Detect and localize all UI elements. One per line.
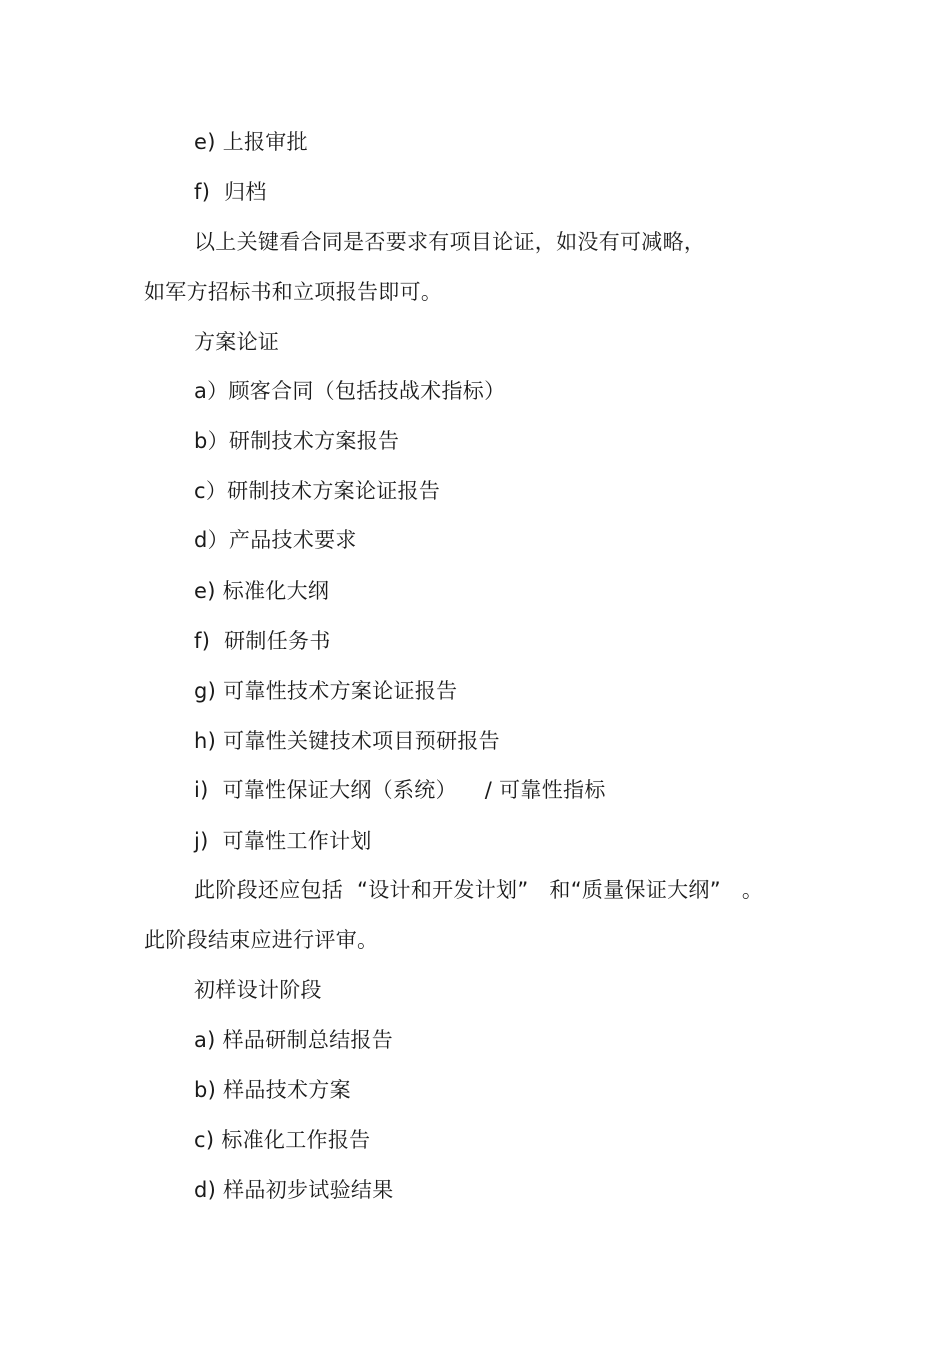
list-item: d）产品技术要求 — [194, 528, 357, 552]
list-item: c) 标准化工作报告 — [194, 1128, 371, 1152]
list-item: c）研制技术方案论证报告 — [194, 479, 441, 503]
list-item-archive: f) 归档 — [194, 180, 267, 204]
list-item: f) 研制任务书 — [194, 629, 331, 653]
list-item: d) 样品初步试验结果 — [194, 1178, 394, 1202]
list-item: b) 样品技术方案 — [194, 1078, 351, 1102]
list-item: a) 样品研制总结报告 — [194, 1028, 394, 1052]
section-heading-scheme-demonstration: 方案论证 — [194, 330, 280, 354]
list-item: e) 标准化大纲 — [194, 579, 330, 603]
paragraph-line: 此阶段还应包括 “设计和开发计划” 和“质量保证大纲” 。 — [194, 878, 764, 902]
list-item: h) 可靠性关键技术项目预研报告 — [194, 729, 500, 753]
section-heading-preliminary-design: 初样设计阶段 — [194, 978, 322, 1002]
list-item: b）研制技术方案报告 — [194, 429, 400, 453]
paragraph-line: 如军方招标书和立项报告即可。 — [144, 280, 443, 304]
list-item: g) 可靠性技术方案论证报告 — [194, 679, 458, 703]
paragraph-line: 以上关键看合同是否要求有项目论证，如没有可减略， — [194, 230, 706, 254]
list-item: j) 可靠性工作计划 — [194, 829, 372, 853]
list-item-submit-approval: e) 上报审批 — [194, 130, 308, 154]
list-item: a）顾客合同（包括技战术指标） — [194, 379, 506, 403]
list-item: i) 可靠性保证大纲（系统） / 可靠性指标 — [194, 778, 606, 802]
paragraph-line: 此阶段结束应进行评审。 — [144, 928, 379, 952]
